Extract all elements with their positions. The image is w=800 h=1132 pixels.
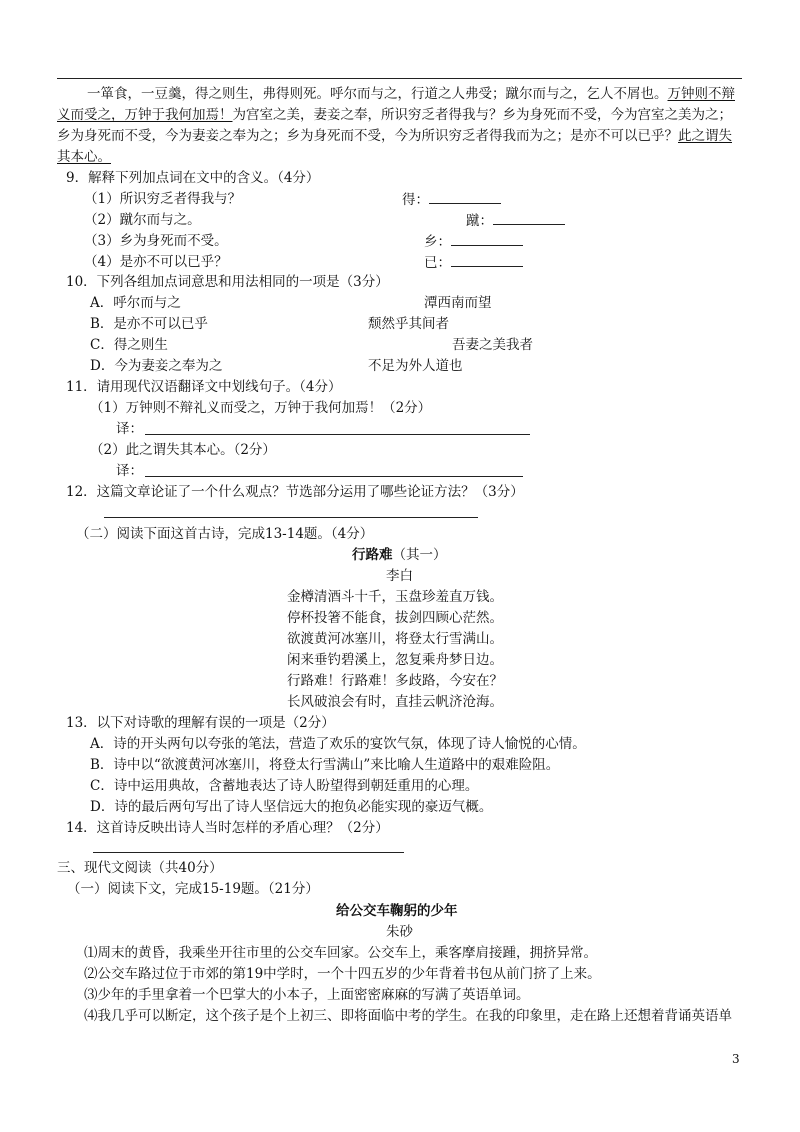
q10-option-c[interactable]: C．得之则生 — [90, 337, 168, 353]
poem-line-1: 金樽清酒斗十千，玉盘珍羞直万钱。 — [287, 589, 503, 605]
q9-stem: 9．解释下列加点词在文中的含义。（4分） — [66, 170, 320, 186]
poem-subtitle: （其一） — [392, 547, 447, 563]
q13-option-b[interactable]: B．诗中以“欲渡黄河冰塞川，将登太行雪满山”来比喻人生道路中的艰难险阻。 — [90, 757, 560, 773]
passage-line-2 — [57, 105, 732, 125]
answer-line[interactable] — [93, 852, 404, 853]
q10-option-b[interactable]: B．是亦不可以已乎 — [90, 316, 208, 332]
q10-option-d[interactable]: D．今为妻妾之奉为之 — [90, 358, 223, 374]
underlined-sentence: 此之谓失 — [678, 128, 732, 144]
poem-line-4: 闲来垂钓碧溪上，忽复乘舟梦日边。 — [287, 652, 503, 668]
section3-heading: 三、现代文阅读（共40分） — [57, 860, 223, 876]
passage-text: 一箪食，一豆羹，得之则生，弗得则死。呼尔而与之，行道之人弗受；蹴尔而与之，乞人不屑也。 — [87, 86, 668, 102]
answer-blank[interactable] — [493, 210, 565, 225]
q9-answer-1: 得： — [402, 189, 501, 210]
q12-stem: 12．这篇文章论证了一个什么观点？节选部分运用了哪些论证方法？（3分） — [66, 484, 524, 500]
poem-title: 行路难 — [352, 547, 393, 563]
article-para-4: ⑷我几乎可以断定，这个孩子是个上初三、即将面临中考的学生。在我的印象里，走在路上还想着背诵英语单 — [84, 1008, 732, 1024]
poem-title-line — [352, 545, 447, 565]
article-para-1: ⑴周末的黄昏，我乘坐开往市里的公交车回家。公交车上，乘客摩肩接踵，拥挤异常。 — [84, 945, 597, 961]
answer-line[interactable] — [104, 517, 478, 518]
q13-option-d[interactable]: D．诗的最后两句写出了诗人坚信远大的抱负必能实现的豪迈气概。 — [90, 799, 493, 815]
answer-blank[interactable] — [451, 231, 523, 246]
article-para-3: ⑶少年的手里拿着一个巴掌大的小本子，上面密密麻麻的写满了英语单词。 — [84, 987, 530, 1003]
poem-line-2: 停杯投箸不能食，拔剑四顾心茫然。 — [287, 610, 503, 626]
underlined-sentence: 万钟则不辩 — [667, 86, 735, 102]
q9-item-1: （1）所识穷乏者得我与？ — [84, 191, 242, 207]
passage-line-3 — [57, 126, 732, 146]
q10-option-b-right: 颓然乎其间者 — [368, 316, 449, 332]
q13-option-c[interactable]: C．诗中运用典故，含蓄地表达了诗人盼望得到朝廷重用的心理。 — [90, 778, 479, 794]
q9-answer-2: 蹴： — [466, 210, 565, 231]
q10-option-c-right: 吾妻之美我者 — [452, 337, 533, 353]
passage-line-4 — [57, 147, 111, 167]
answer-line[interactable] — [145, 434, 530, 435]
q11-sub-2: （2）此之谓失其本心。（2分） — [90, 442, 276, 458]
q9-item-3: （3）乡为身死而不受。 — [84, 233, 228, 249]
section3-sub-heading: （一）阅读下文，完成15-19题。（21分） — [67, 881, 319, 897]
underlined-sentence: 其本心。 — [57, 149, 111, 165]
answer-line[interactable] — [145, 476, 523, 477]
passage-text: 乡为身死而不受，今为妻妾之奉为之；乡为身死而不受，今为所识穷乏者得我而为之；是亦不可以已乎？ — [57, 128, 678, 144]
passage-line-1 — [87, 84, 735, 104]
underlined-sentence: 义而受之，万钟于我何加焉！ — [57, 107, 233, 123]
q10-stem: 10．下列各组加点词意思和用法相同的一项是（3分） — [66, 274, 389, 290]
q11-translate-label-2: 译： — [116, 463, 143, 479]
passage-text: 为宫室之美，妻妾之奉，所识穷乏者得我与？乡为身死而不受，今为宫室之美为之； — [232, 107, 732, 123]
article-para-2: ⑵公交车路过位于市郊的第19中学时，一个十四五岁的少年背着书包从前门挤了上来。 — [84, 966, 601, 982]
header-rule — [57, 78, 742, 79]
q10-option-a[interactable]: A．呼尔而与之 — [90, 295, 181, 311]
answer-blank[interactable] — [429, 189, 501, 204]
q9-item-4: （4）是亦不可以已乎？ — [84, 254, 228, 270]
q13-stem: 13．以下对诗歌的理解有误的一项是（2分） — [66, 715, 335, 731]
q14-stem: 14．这首诗反映出诗人当时怎样的矛盾心理？（2分） — [66, 820, 389, 836]
q13-option-a[interactable]: A．诗的开头两句以夸张的笔法，营造了欢乐的宴饮气氛，体现了诗人愉悦的心情。 — [90, 736, 586, 752]
q9-answer-3: 乡： — [424, 231, 523, 252]
poet: 李白 — [386, 568, 413, 584]
q11-stem: 11．请用现代汉语翻译文中划线句子。（4分） — [66, 379, 342, 395]
answer-blank[interactable] — [451, 252, 523, 267]
section2-2-heading: （二）阅读下面这首古诗，完成13-14题。（4分） — [76, 526, 374, 542]
q10-option-d-right: 不足为外人道也 — [368, 358, 463, 374]
poem-line-6: 长风破浪会有时，直挂云帆济沧海。 — [287, 694, 503, 710]
q11-translate-label-1: 译： — [116, 421, 143, 437]
q11-sub-1: （1）万钟则不辩礼义而受之，万钟于我何加焉！（2分） — [90, 400, 432, 416]
article-author: 朱砂 — [386, 924, 413, 940]
q9-answer-4: 已： — [424, 252, 523, 273]
q10-option-a-right: 潭西南而望 — [424, 295, 492, 311]
q9-item-2: （2）蹴尔而与之。 — [84, 212, 201, 228]
page-number: 3 — [732, 1052, 740, 1066]
poem-line-5: 行路难！行路难！多歧路，今安在？ — [287, 673, 503, 689]
article-title: 给公交车鞠躬的少年 — [336, 903, 458, 919]
poem-line-3: 欲渡黄河冰塞川，将登太行雪满山。 — [287, 631, 503, 647]
